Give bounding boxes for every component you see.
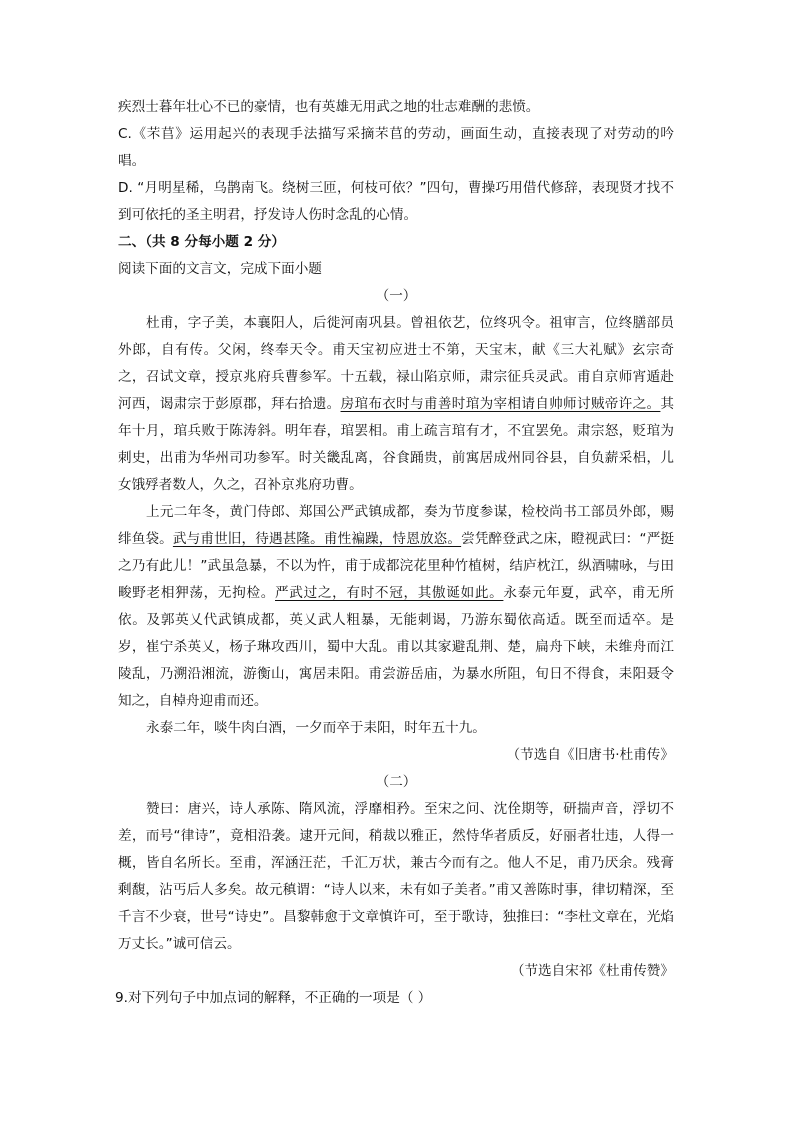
question-9: 9.对下列句子中加点词的解释，不正确的一项是（ ） [115, 990, 432, 1006]
part-two-label: （二） [375, 774, 417, 790]
passage-text: 其年十月，琯兵败于陈涛斜。明年春，琯罢相。甫上疏言琯有才，不宜罢免。肃宗怒，贬琯为刺史，出甫为华州司功参军。时关畿乱离，谷食踊贵，前寓居成州同谷县，自负薪采梠，儿女饿殍者数人，久之，召补京兆府功曹。 [118, 396, 675, 493]
passage-paragraph-4: 赞曰：唐兴，诗人承陈、隋风流，浮靡相矜。至宋之问、沈佺期等，研揣声音，浮切不差，而号“律诗”，竟相沿袭。逮开元间，稍裁以雅正，然恃华者质反，好丽者壮违，人得一概，皆自名所长。至甫，浑涵汪茫，千汇万状，兼古今而有之。他人不足，甫乃厌余。残膏剩馥，沾丐后人多矣。故元稹谓：“诗人以来，未有如子美者。”甫又善陈时事，律切精深，至千言不少衰，世号“诗史”。昌黎韩愈于文章慎许可，至于歌诗，独推曰：“李杜文章在，光焰万丈长。”诚可信云。 [118, 801, 674, 952]
passage-paragraph-2 [118, 499, 674, 715]
part-one-label: （一） [375, 288, 417, 304]
source-citation-2: （节选自宋祁《杜甫传赞》 [510, 963, 674, 979]
passage-paragraph-3: 永泰二年，啖牛肉白酒，一夕而卒于耒阳，时年五十九。 [146, 720, 486, 736]
source-citation-1: （节选自《旧唐书·杜甫传》 [506, 747, 674, 763]
passage-paragraph-1 [118, 310, 674, 499]
underlined-sentence-3: 严武过之，有时不冠，其傲诞如此。 [275, 585, 504, 601]
option-c: C.《芣苢》运用起兴的表现手法描写采摘芣苢的劳动，画面生动，直接表现了对劳动的吟唱。 [118, 126, 674, 169]
instruction: 阅读下面的文言文，完成下面小题 [118, 261, 322, 277]
passage-text: 永泰元年夏，武卒，甫无所依。及郭英乂代武镇成都，英乂武人粗暴，无能刺谒，乃游东蜀依高适。既至而适卒。是岁，崔宁杀英乂，杨子琳攻西川，蜀中大乱。甫以其家避乱荆、楚，扁舟下峡，未维舟而江陵乱，乃溯沿湘流，游衡山，寓居耒阳。甫尝游岳庙，为暴水所阻，旬日不得食，耒阳聂令知之，自棹舟迎甫而还。 [118, 585, 675, 709]
passage-text: 上元二年冬，黄门侍郎、郑国公严武镇成都，奏为节度参谋，检校尚书工部员外郎，赐绯鱼袋。 [118, 504, 674, 547]
passage-text: 尝凭醉登武之床，瞪视武曰：“严挺之乃有此儿！”武虽急暴，不以为忤，甫于成都浣花里种竹植树，结庐枕江，纵酒啸咏，与田畯野老相狎荡，无拘检。 [118, 531, 675, 601]
option-b-continuation: 疾烈士暮年壮心不已的豪情，也有英雄无用武之地的壮志难酬的悲愤。 [118, 99, 540, 115]
passage-text: 杜甫，字子美，本襄阳人，后徙河南巩县。曾祖依艺，位终巩令。祖审言，位终膳部员外郎，自有传。父闲，终奉天令。甫天宝初应进士不第，天宝末，献《三大礼赋》玄宗奇之，召试文章，授京兆府兵曹参军。十五载，禄山陷京师，肃宗征兵灵武。甫自京师宵遁赴河西，谒肃宗于彭原郡，拜右拾遗。 [118, 315, 674, 412]
document-page [115, 94, 675, 1012]
section-heading: 二、（共 8 分每小题 2 分） [118, 234, 285, 250]
underlined-sentence-2: 武与甫世旧，待遇甚隆。甫性褊躁，恃恩放恣。 [172, 531, 462, 547]
option-d: D. “月明星稀，乌鹊南飞。绕树三匝，何枝可依？”四句，曹操巧用借代修辞，表现贤才找不到可依托的圣主明君，抒发诗人伤时念乱的心情。 [118, 180, 674, 223]
underlined-sentence-1: 房琯布衣时与甫善时琯为宰相请自帅师讨贼帝许之。 [340, 396, 661, 412]
